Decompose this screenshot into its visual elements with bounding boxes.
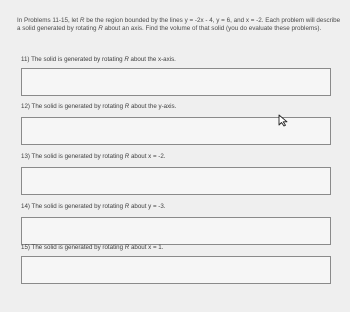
problem-11-label: 11) The solid is generated by rotating R about the x-axis. bbox=[21, 56, 176, 63]
problem-15-label: 15) The solid is generated by rotating R about x = 1. bbox=[21, 244, 164, 251]
intro-text-2: be the region bounded by the lines y = -2x - 4, y = 6, and x = -2. Each problem will describe a solid generated by rotating bbox=[17, 17, 341, 33]
problem-instructions bbox=[17, 17, 343, 33]
region-variable: R bbox=[79, 17, 85, 24]
region-variable: R bbox=[98, 25, 103, 33]
problem-14-label: 14) The solid is generated by rotating R about y = -3. bbox=[21, 203, 166, 210]
problem-11-answer-box[interactable] bbox=[21, 68, 331, 96]
problem-15-answer-box[interactable] bbox=[21, 256, 331, 284]
problem-12-label: 12) The solid is generated by rotating R about the y-axis. bbox=[21, 103, 177, 110]
problem-13-answer-box[interactable] bbox=[21, 167, 331, 195]
intro-text-3: about an axis. Find the volume of that solid (you do evaluate these problems). bbox=[102, 25, 322, 33]
intro-text-1: In Problems 11-15, let bbox=[17, 17, 80, 24]
problem-14-answer-box[interactable] bbox=[21, 217, 331, 245]
problem-13-label: 13) The solid is generated by rotating R about x = -2. bbox=[21, 153, 166, 160]
mouse-pointer-icon bbox=[278, 114, 290, 127]
